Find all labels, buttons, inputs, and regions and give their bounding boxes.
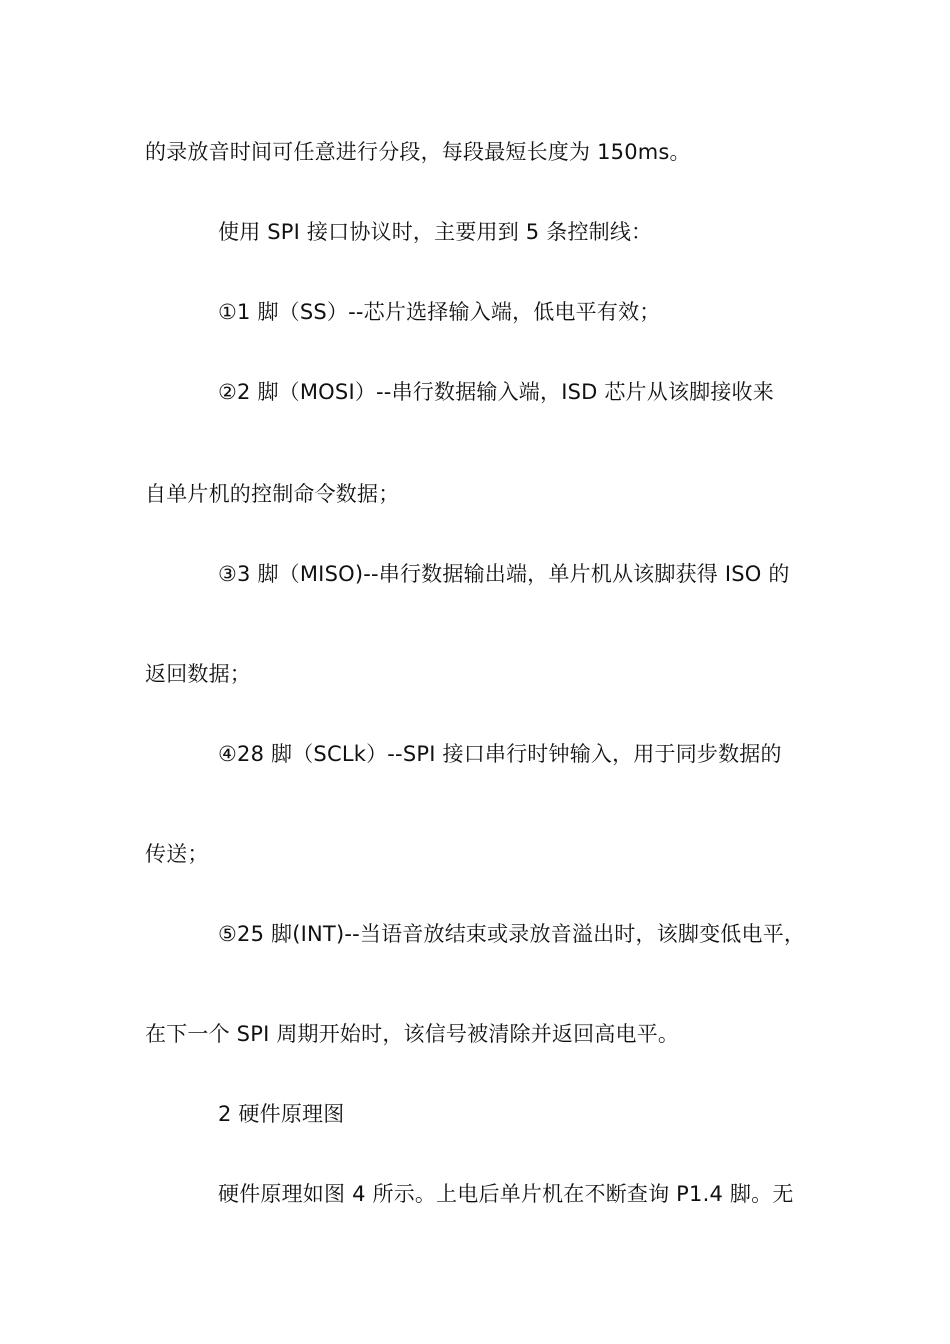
text-line-pin28-cont: 传送；: [145, 842, 209, 866]
text-line-hardware: 硬件原理如图 4 所示。上电后单片机在不断查询 P1.4 脚。无: [218, 1182, 794, 1206]
text-line-continuation: 的录放音时间可任意进行分段，每段最短长度为 150ms。: [145, 140, 691, 164]
section-heading: 2 硬件原理图: [218, 1102, 345, 1126]
text-line-pin2-cont: 自单片机的控制命令数据；: [145, 482, 400, 506]
text-line-pin3: ③3 脚（MISO)--串行数据输出端，单片机从该脚获得 ISO 的: [218, 562, 790, 586]
text-line-pin1: ①1 脚（SS）--芯片选择输入端，低电平有效；: [218, 300, 661, 324]
text-line-pin25: ⑤25 脚(INT)--当语音放结束或录放音溢出时，该脚变低电平，: [218, 922, 806, 946]
text-line-pin3-cont: 返回数据；: [145, 662, 251, 686]
text-line-pin25-cont: 在下一个 SPI 周期开始时，该信号被清除并返回高电平。: [145, 1022, 680, 1046]
text-line-pin28: ④28 脚（SCLk）--SPI 接口串行时钟输入，用于同步数据的: [218, 742, 782, 766]
text-line-pin2: ②2 脚（MOSI）--串行数据输入端，ISD 芯片从该脚接收来: [218, 380, 774, 404]
text-line-intro: 使用 SPI 接口协议时，主要用到 5 条控制线：: [218, 220, 653, 244]
